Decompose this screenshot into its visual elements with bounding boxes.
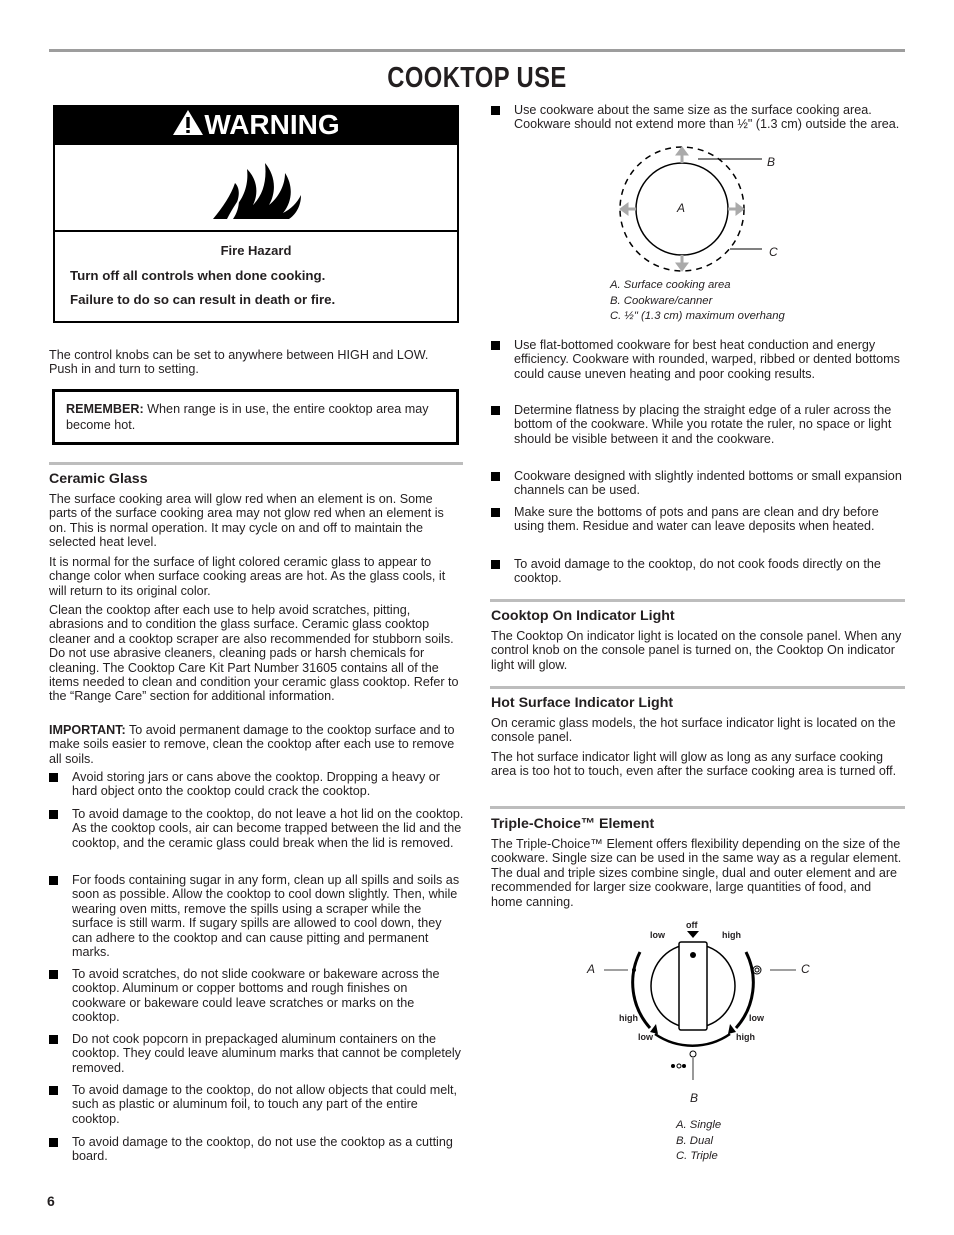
bullet-icon <box>491 106 500 115</box>
intro-text: The control knobs can be set to anywhere between HIGH and LOW. Push in and turn to setting. <box>49 348 429 377</box>
fire-hazard-title: Fire Hazard <box>220 243 292 258</box>
knob-label-c: C <box>801 962 810 976</box>
ceramic-p3: Clean the cooktop after each use to help avoid scratches, pitting, abrasions and to condition the glass surface. Ceramic glass cooktop cleaner and a cooktop scraper are also recommended for stubborn soils. Do not use abrasive cleaners, cleaning pads or harsh chemicals for cleaning. The Cooktop Care Kit Part Number 31605 contains all of the items needed to clean and condition your ceramic glass cooktop. Refer to the “Range Care” section for additional information. <box>49 603 459 704</box>
hot-surface-p1: On ceramic glass models, the hot surface indicator light is located on the console panel. <box>491 716 896 745</box>
knob-off-label: off <box>686 920 698 930</box>
knob-low-bottom-label: low <box>638 1032 653 1042</box>
warning-divider <box>55 230 457 232</box>
figure1-caption-a: A. Surface cooking area <box>610 279 731 291</box>
remember-label: REMEMBER: <box>66 402 144 416</box>
hot-surface-heading: Hot Surface Indicator Light <box>491 695 674 711</box>
list-item: Make sure the bottoms of pots and pans are clean and dry before using them. Residue and water can leave deposits when heated. <box>514 505 879 534</box>
list-item: Cookware designed with slightly indented bottoms or small expansion channels can be used. <box>514 469 902 498</box>
bullet-icon <box>491 508 500 517</box>
list-item: To avoid damage to the cooktop, do not leave a hot lid on the cooktop. As the cooktop cools, air can become trapped between the lid and the cooktop, and the ceramic glass could break when the lid is removed. <box>72 807 464 850</box>
bullet-icon <box>49 1035 58 1044</box>
knob-caption-c: C. Triple <box>676 1150 718 1162</box>
knob-label-a: A <box>587 962 596 976</box>
figure1-label-c: C <box>769 245 778 259</box>
page-title: COOKTOP USE <box>387 62 567 94</box>
section-rule <box>490 806 905 809</box>
bullet-icon <box>491 341 500 350</box>
figure1-caption-b: B. Cookware/canner <box>610 295 713 307</box>
cookware-diagram <box>610 145 790 285</box>
ceramic-heading: Ceramic Glass <box>49 471 148 487</box>
bullet-icon <box>49 1138 58 1147</box>
knob-low-left-label: low <box>650 930 665 940</box>
figure1-caption-c: C. ½" (1.3 cm) maximum overhang <box>610 310 785 322</box>
triple-text: The Triple-Choice™ Element offers flexibility depending on the size of the cookware. Single size can be used in the same way as a regular element. The dual and triple sizes combine single, dual and outer element and are recommended for larger size cookware, large quantities of food, and home canning. <box>491 837 902 909</box>
list-item: Use cookware about the same size as the surface cooking area. Cookware should not extend more than ½" (1.3 cm) outside the area. <box>514 103 900 132</box>
bullet-icon <box>49 876 58 885</box>
figure1-label-b: B <box>767 155 776 169</box>
knob-high-left-label: high <box>619 1013 638 1023</box>
figure1-label-a: A <box>677 201 686 215</box>
list-item: To avoid damage to the cooktop, do not allow objects that could melt, such as plastic or aluminum foil, to touch any part of the entire cooktop. <box>72 1083 458 1126</box>
remember-body: When range is in use, the entire cooktop area may become hot. <box>66 402 429 432</box>
bullet-icon <box>49 773 58 782</box>
warning-line-1: Turn off all controls when done cooking. <box>70 268 326 283</box>
bullet-icon <box>491 406 500 415</box>
important-text: To avoid permanent damage to the cooktop surface and to make soils easier to remove, clean the cooktop after each use to remove all soils. <box>49 723 455 766</box>
warning-header <box>53 105 459 145</box>
knob-caption-a: A. Single <box>676 1119 722 1131</box>
section-rule <box>490 599 905 602</box>
section-rule <box>49 462 463 465</box>
list-item: Do not cook popcorn in prepackaged aluminum containers on the cooktop. They could leave aluminum marks that cannot be completely removed. <box>72 1032 461 1075</box>
bullet-icon <box>49 810 58 819</box>
knob-high-right-label: high <box>722 930 741 940</box>
knob-low-right-label: low <box>749 1013 764 1023</box>
page-number: 6 <box>47 1193 55 1209</box>
list-item: Determine flatness by placing the straight edge of a ruler across the bottom of the cookware. While you rotate the ruler, no space or light should be visible between it and the cookware. <box>514 403 892 446</box>
list-item: Avoid storing jars or cans above the cooktop. Dropping a heavy or hard object onto the cooktop could crack the cooktop. <box>72 770 440 799</box>
knob-high-bottom-label: high <box>736 1032 755 1042</box>
knob-diagram <box>600 920 820 1085</box>
ceramic-p1: The surface cooking area will glow red when an element is on. Some parts of the surface cooking area may not glow red when an element is on. This is normal operation. It may cycle on and off to maintain the selected heat level. <box>49 492 444 550</box>
list-item: To avoid damage to the cooktop, do not cook foods directly on the cooktop. <box>514 557 881 586</box>
important-label: IMPORTANT: <box>49 723 126 737</box>
list-item: To avoid damage to the cooktop, do not use the cooktop as a cutting board. <box>72 1135 453 1164</box>
knob-caption-b: B. Dual <box>676 1135 714 1147</box>
warning-label: WARNING <box>204 109 340 140</box>
remember-text <box>66 402 452 433</box>
important-note <box>49 723 463 766</box>
list-item: For foods containing sugar in any form, clean up all spills and soils as soon as possible. Allow the cooktop to cool down slightly. Then, while wearing oven mitts, remove the spills using a scraper while the surface is still warm. If sugary spills are allowed to cool down, they can adhere to the cooktop and can cause pitting and permanent marks. <box>72 873 460 960</box>
top-rule <box>49 49 905 52</box>
bullet-icon <box>491 472 500 481</box>
bullet-icon <box>49 1086 58 1095</box>
warning-triangle-icon <box>172 107 204 147</box>
fire-icon <box>205 155 305 226</box>
triple-heading: Triple-Choice™ Element <box>491 816 655 832</box>
hot-surface-p2: The hot surface indicator light will glow as long as any surface cooking area is too hot to touch, even after the surface cooking area is turned off. <box>491 750 897 779</box>
bullet-icon <box>491 560 500 569</box>
bullet-icon <box>49 970 58 979</box>
indicator-heading: Cooktop On Indicator Light <box>491 608 675 624</box>
section-rule <box>490 686 905 689</box>
warning-line-2: Failure to do so can result in death or fire. <box>70 292 336 307</box>
ceramic-p2: It is normal for the surface of light colored ceramic glass to appear to change color when surface cooking areas are hot. As the glass cools, it will return to its original color. <box>49 555 446 598</box>
list-item: Use flat-bottomed cookware for best heat conduction and energy efficiency. Cookware with rounded, warped, ribbed or dented bottoms could cause uneven heating and poor cooking results. <box>514 338 900 381</box>
list-item: To avoid scratches, do not slide cookware or bakeware across the cooktop. Aluminum or copper bottoms and rough finishes on cookware or bakeware could leave scratches or marks on the cooktop. <box>72 967 440 1025</box>
indicator-text: The Cooktop On indicator light is located on the console panel. When any control knob on the console panel is turned on, the Cooktop On indicator light will glow. <box>491 629 902 672</box>
knob-label-b: B <box>690 1091 699 1105</box>
